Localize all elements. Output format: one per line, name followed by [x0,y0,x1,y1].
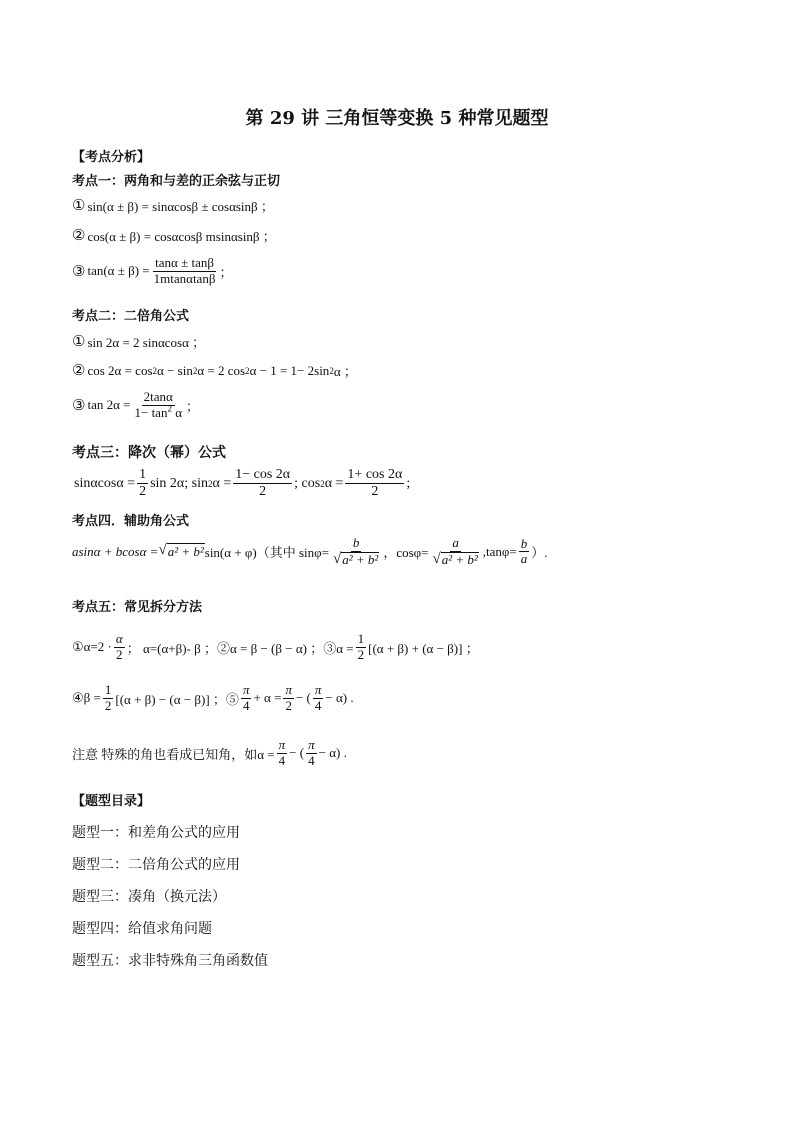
k4-formula [72,536,548,568]
k3-frac-sin2-den: 2 [259,484,267,500]
k4-frac-sin-den [331,552,381,568]
k5-heading: 考点五：常见拆分方法 [72,600,203,615]
k2-heading: 考点二：二倍角公式 [72,309,190,324]
k4-a: asinα + bcosα = [72,543,159,559]
k2-f3-den-b: α [171,404,183,420]
k5-r2-a: ④β = [72,690,101,706]
k4-sqrt-body: a² + b² [167,544,204,560]
k3-heading: 考点三：降次（幂）公式 [72,445,226,461]
toc-item: 题型三：凑角（换元法） [72,889,226,905]
k2-f3-lhs: tan 2α = [87,397,131,413]
k1-heading: 考点一：两角和与差的正余弦与正切 [72,174,281,189]
note-frac-1 [277,738,288,769]
k5-r1-frac-2-den: 2 [357,646,365,662]
k2-f3-denominator [132,403,184,421]
k5-r2-frac-2-den: 4 [242,697,250,713]
note-a: 注意 特殊的角也看成已知角，如α = [72,746,275,762]
k5-r2-frac-3-num: π [285,682,292,697]
k1-f1-number: ① [72,198,86,214]
k4-heading: 考点四．辅助角公式 [72,514,190,529]
k1-formula-2 [72,226,276,245]
k3-frac-half [137,467,148,500]
k4-e: ）. [531,545,548,561]
note-b: − ( [289,745,305,761]
toc-item: 题型四：给值求角问题 [72,921,212,937]
k4-frac-cos-den [430,552,480,568]
note-frac-2 [306,738,317,769]
note-frac-1-den: 4 [278,752,286,768]
k2-f3-numerator: 2tanα [143,389,173,404]
k5-r1-a: ①α=2 · [72,639,112,655]
k4-frac-tan-den: a [520,551,528,567]
k4-frac-tan [519,537,530,568]
k2-f3-den-a: 1− tan [134,404,168,420]
k3-b: sin 2α; sin [150,475,208,491]
k4-sqrt [158,543,204,560]
note-line [72,738,347,769]
k2-f1-number: ① [72,334,86,350]
k4-frac-sin-den-body: a² + b² [342,551,379,567]
k4-frac-tan-num: b [520,535,528,551]
k2-f3-fraction [132,390,184,421]
k2-f2-b: α − sin [157,362,193,378]
k2-f3-den-sq: 2 [167,403,172,414]
k2-formula-1 [72,332,205,351]
k3-d: ; cos [294,475,321,491]
k5-r1-frac-1-num: α [115,631,123,646]
k2-f2-number: ② [72,363,86,379]
k3-frac-half-den: 2 [139,484,147,500]
k2-f2-a: cos 2α = cos [87,362,153,378]
k3-frac-cos2-num: 1+ cos 2α [345,467,404,484]
k5-r2-c: + α = [253,690,282,706]
k5-r2-frac-1-num: 1 [104,682,112,697]
k5-r2-frac-4-num: π [314,682,322,697]
k5-r2-frac-2 [241,683,252,714]
k1-f3-number: ③ [72,263,86,280]
k3-formula: sinαcosα = $\frac{1}{2}$ sin 2α; sin 2 α = $\frac{1- \cos 2\alpha}{2}$ ; cos 2 α = $\frac{1+ \cos 2\alpha}{2}$ ; [74,467,411,500]
k5-r2-frac-1 [103,683,114,714]
k4-frac-cos-num: a [452,535,459,550]
analysis-heading: 【考点分析】 [72,150,151,165]
k1-f3-tail: ； [219,264,233,280]
k5-r2-frac-3 [283,683,294,714]
k2-f3-number: ③ [72,397,86,414]
k4-d: ,tanφ= [482,543,517,559]
k1-f3-lhs: tan(α ± β) = [87,263,150,279]
k5-r2-d: − ( [295,690,311,706]
k2-f1-text: sin 2α = 2 sinαcosα ； [87,335,206,350]
note-c: − α) . [318,745,347,761]
k4-c: ，cosφ= [383,545,429,561]
k1-f2-text: cos(α ± β) = cosαcosβ msinαsinβ ； [87,229,276,244]
k5-r2-frac-2-num: π [242,682,250,697]
k1-f3-numerator: tanα ± tanβ [155,255,214,270]
k5-r2-frac-3-den: 2 [285,697,292,713]
k1-f2-number: ② [72,228,86,244]
k5-r1-frac-2-num: 1 [357,631,365,646]
note-frac-2-den: 4 [308,752,315,768]
toc-heading: 【题型目录】 [72,794,151,809]
k5-r2-e: − α) . [325,690,354,706]
k5-row-2 [72,683,354,714]
k1-formula-1 [72,196,274,215]
page-title: 第 29 讲 三角恒等变换 5 种常见题型 [245,108,549,129]
k5-r2-frac-4 [313,683,324,714]
k1-f3-fraction [152,256,218,287]
k3-frac-half-num: 1 [137,467,148,484]
k4-frac-sin-num: b [352,535,360,550]
sqrt-icon: √ [432,550,441,567]
k2-f2-d: α − 1 = 1− 2sin [249,362,330,378]
k5-row-1 [72,632,479,663]
k4-frac-cos-den-body: a² + b² [441,551,478,567]
k1-formula-3 [72,256,232,287]
k2-formula-2: ② cos 2α = cos 2 α − sin 2 α = 2 cos 2 α − 1 = 1− 2sin 2 α ； [72,362,357,379]
k5-r2-frac-1-den: 2 [104,697,112,713]
k4-frac-sin [331,536,381,568]
k2-formula-3 [72,390,199,421]
k4-frac-cos [430,536,480,568]
k3-a: sinαcosα = [74,475,136,491]
k5-r1-frac-1-den: 2 [116,646,123,662]
toc-item: 题型一：和差角公式的应用 [72,825,240,841]
k3-c: α = [212,475,232,491]
k2-f2-e: α ； [333,364,357,379]
k3-frac-sin2 [233,467,292,500]
toc-item: 题型五：求非特殊角三角函数值 [72,953,268,969]
k3-f: ; [406,475,411,491]
k3-frac-cos2-den: 2 [371,484,379,500]
note-frac-1-num: π [278,737,286,752]
k5-r2-frac-4-den: 4 [314,697,322,713]
note-frac-2-num: π [308,737,315,752]
k2-f2-c: α = 2 cos [197,362,246,378]
k4-b: sin(α + φ)（其中 sinφ= [204,545,329,561]
k5-r1-frac-2 [356,632,367,663]
sqrt-icon: √ [158,542,167,559]
k3-frac-sin2-num: 1− cos 2α [233,467,292,484]
k1-f1-text: sin(α ± β) = sinαcosβ ± cosαsinβ ； [87,199,274,214]
k5-r1-frac-1 [114,632,125,663]
k3-e: α = [324,475,344,491]
k2-f3-tail: ； [186,398,200,414]
k5-r1-c: [(α + β) + (α − β)] ； [368,640,479,656]
sqrt-icon: √ [333,550,342,567]
k1-f3-denominator: 1mtanαtanβ [153,270,216,286]
toc-item: 题型二：二倍角公式的应用 [72,857,240,873]
k5-r2-b: [(α + β) − (α − β)] ；⑤ [115,691,239,707]
k3-frac-cos2 [345,467,404,500]
k5-r1-b: ； α=(α+β)- β ；②α = β − (β − α) ；③α = [126,640,354,656]
